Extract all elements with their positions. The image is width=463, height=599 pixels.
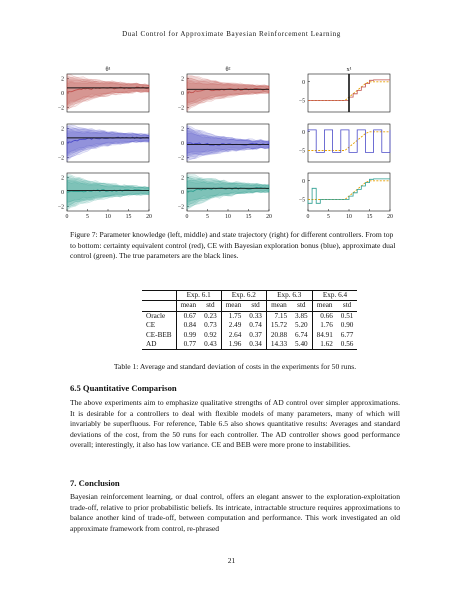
y-tick-label: −5 [298, 148, 305, 155]
table-cell: 0.99 [176, 331, 200, 340]
y-tick-label: −5 [298, 197, 305, 204]
y-tick-label: −2 [57, 204, 64, 211]
table-row-label: AD [142, 340, 176, 350]
results-table [142, 290, 357, 350]
table-cell: 0.73 [204, 321, 217, 330]
section-7-body: Bayesian reinforcement learning, or dual control, offers an elegant answer to the exploration-exploitation trade-off, relative to prior probabilistic beliefs. Its intricate, intractable structure requires approximations to balance another kind of trade-off, between computation and performance. This work investigated an old approximate framework from control, re-phrased [70, 492, 400, 533]
table-cell: 1.75 [221, 311, 245, 321]
y-tick-label: 0 [61, 91, 64, 97]
x-tick-label: 0 [65, 214, 69, 220]
table-cell: 0.74 [249, 321, 262, 330]
x-tick-label: 15 [366, 214, 373, 220]
table-subheader: mean [176, 301, 200, 311]
table-cell: 5.20 [295, 321, 308, 330]
table-row-label: CE-BEB [146, 330, 172, 339]
figure-caption-label: Figure 7: [70, 230, 98, 239]
y-tick-label: −2 [57, 155, 64, 162]
figure-caption-text: Parameter knowledge (left, middle) and state trajectory (right) for different controllers. From top to bottom: certainty equivalent control (red), CE with Bayesian exploration bonus (blue), approximate dual control (green). The true parameters are the black lines. [70, 230, 396, 261]
table-cell: 1.62 [312, 340, 337, 350]
section-6-5-body: The above experiments aim to emphasize qualitative strengths of AD control over simpler approximations. It is desirable for a controllers to deal with flexible models of many parameters, many of which will invariably be superfluous. For reference, Table 6.5 also shows quantitative results: Averages and standard deviations of the cost, from the 50 runs for each controller. The AD controller shows good performance overall; interestingly, it also has low variance. CE and BEB were more prone to instabilities. [70, 398, 400, 450]
table-cell: 2.49 [221, 321, 245, 330]
table-cell: 0.67 [176, 311, 200, 321]
table-subheader: std [206, 301, 215, 310]
table-cell: 1.96 [221, 340, 245, 350]
table-cell: 0.43 [200, 340, 221, 350]
y-tick-label: 0 [302, 129, 305, 136]
y-tick-label: 0 [181, 190, 184, 196]
y-tick-label: 0 [61, 190, 64, 196]
table-subheader: std [251, 301, 260, 310]
y-tick-label: −2 [177, 105, 184, 112]
figure-caption [70, 230, 400, 262]
x-tick-label: 10 [105, 214, 111, 220]
table-cell: 0.56 [337, 340, 358, 350]
y-tick-label: 0 [61, 141, 64, 147]
table-subheader: std [342, 301, 352, 310]
page-number: 21 [227, 556, 236, 565]
x-tick-label: 5 [86, 214, 89, 220]
table-corner [142, 291, 176, 301]
column-title: θ² [225, 66, 231, 73]
table-exp-header: Exp. 6.2 [221, 291, 266, 301]
x-tick-label: 10 [225, 214, 231, 220]
state-trajectory [308, 130, 390, 153]
column-title: θ¹ [105, 66, 111, 73]
table-cell: 0.33 [245, 311, 266, 321]
table-cell: 0.37 [249, 330, 262, 339]
table-row [142, 321, 357, 330]
x-tick-label: 0 [185, 214, 189, 220]
y-tick-label: −5 [298, 98, 305, 105]
y-tick-label: 2 [181, 175, 184, 182]
table-cell: 2.64 [221, 331, 245, 340]
table-cell: 0.51 [337, 311, 358, 321]
y-tick-label: 0 [302, 79, 305, 86]
running-head: Dual Control for Approximate Bayesian Reinforcement Learning [122, 30, 341, 38]
table-row [142, 331, 357, 340]
y-tick-label: 2 [181, 126, 184, 133]
table-cell: 0.23 [200, 311, 221, 321]
table-cell: 14.33 [266, 340, 291, 350]
y-tick-label: 2 [61, 175, 64, 182]
table-row-label: CE [146, 321, 156, 330]
table-cell: 7.15 [266, 311, 291, 321]
y-tick-label: 0 [181, 91, 184, 97]
table-cell: 6.74 [295, 330, 308, 339]
table-cell: 3.85 [291, 311, 312, 321]
section-heading-6-5: 6.5 Quantitative Comparison [70, 383, 177, 393]
x-tick-label: 15 [125, 214, 132, 220]
x-tick-label: 5 [206, 214, 209, 220]
table-subheader: std [297, 301, 306, 310]
y-tick-label: 2 [61, 76, 64, 83]
table-row [142, 340, 357, 350]
table-cell: 1.76 [312, 321, 337, 330]
table-cell: 6.77 [340, 330, 354, 339]
table-cell: 0.92 [204, 330, 217, 339]
x-tick-label: 20 [146, 214, 152, 220]
y-tick-label: 2 [181, 76, 184, 83]
state-trajectory [308, 179, 390, 203]
table-cell: 20.88 [266, 331, 291, 340]
y-tick-label: −2 [177, 155, 184, 162]
table-cell: 0.84 [176, 321, 200, 330]
table-exp-header: Exp. 6.1 [176, 291, 221, 301]
table-row [142, 311, 357, 321]
table-cell: 0.90 [340, 321, 354, 330]
table-row-label: Oracle [142, 311, 176, 321]
table-cell: 0.66 [312, 311, 337, 321]
x-tick-label: 5 [327, 214, 330, 220]
table-cell: 0.77 [176, 340, 200, 350]
y-tick-label: 0 [181, 141, 184, 147]
x-tick-label: 20 [266, 214, 272, 220]
table-exp-header: Exp. 6.4 [312, 291, 357, 301]
table-subheader: mean [221, 301, 245, 311]
y-tick-label: 0 [302, 178, 305, 185]
table-cell: 0.34 [245, 340, 266, 350]
x-tick-label: 0 [306, 214, 310, 220]
table-cell: 15.72 [266, 321, 291, 330]
y-tick-label: 2 [61, 126, 64, 133]
section-heading-7: 7. Conclusion [70, 478, 120, 488]
y-tick-label: −2 [57, 105, 64, 112]
table-exp-header: Exp. 6.3 [266, 291, 312, 301]
x-tick-label: 15 [245, 214, 252, 220]
table-cell: 5.40 [291, 340, 312, 350]
table-subheader: mean [266, 301, 291, 311]
figure-7 [50, 62, 410, 222]
table-caption: Table 1: Average and standard deviation of costs in the experiments for 50 runs. [113, 362, 357, 371]
table-subheader: mean [312, 301, 337, 311]
column-title: x¹ [346, 66, 352, 73]
y-tick-label: −2 [177, 204, 184, 211]
x-tick-label: 10 [346, 214, 352, 220]
x-tick-label: 20 [387, 214, 393, 220]
table-cell: 84.91 [312, 331, 337, 340]
